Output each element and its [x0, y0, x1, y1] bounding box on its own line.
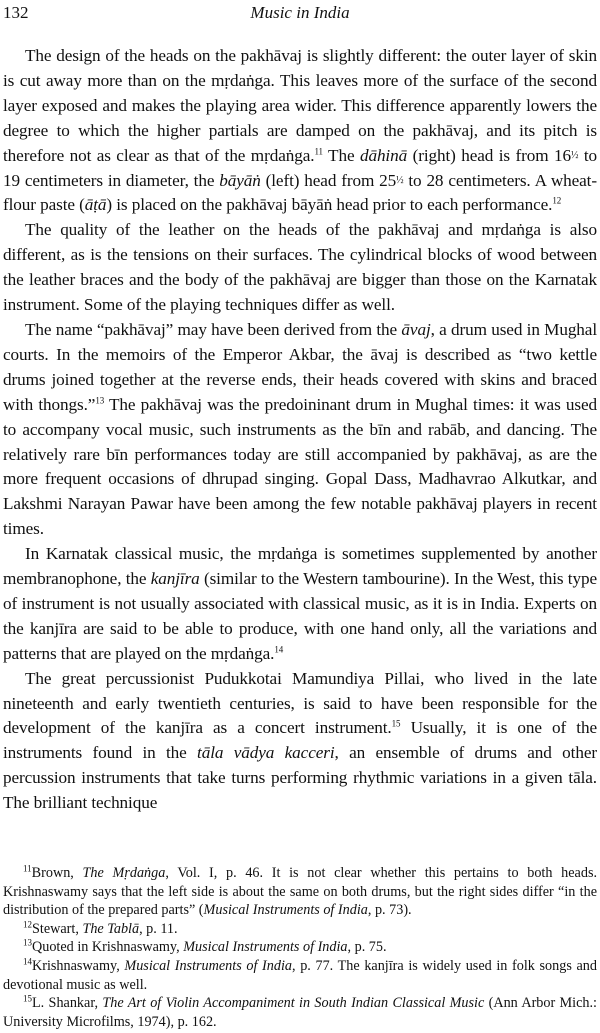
text-run: to 28 centimeters. A wheat-flour paste (	[3, 170, 597, 215]
italic-text: The Art of Violin Accompaniment in South Indian Classical Music	[102, 995, 485, 1012]
note-ref: 11	[23, 863, 32, 874]
note-ref: 15	[391, 718, 401, 729]
fraction: ½	[570, 149, 579, 161]
running-title: Music in India	[250, 3, 350, 22]
text-run: L. Shankar,	[32, 995, 103, 1012]
italic-text: Musical Instruments of India	[124, 957, 293, 974]
note-ref: 13	[95, 394, 105, 405]
italic-text: Musical Instruments of India	[183, 939, 348, 956]
paragraph	[3, 667, 597, 816]
italic-text: dāhinā	[359, 145, 408, 165]
text-run: (right) head is from 16	[407, 145, 571, 165]
text-run: (Ann Arbor Mich.: University Microfilms, 1974), p. 162.	[3, 995, 597, 1030]
text-run: The great percussionist Pudukkotai Mamundiya Pillai, who lived in the late nineteenth and early twentieth centuries, is said to have been responsible for the development of the kanjīra as a concert instrument.	[3, 668, 597, 738]
text-run: , Vol. I, p. 46. It is not clear whether this pertains to both heads. Krishnaswamy says that the left side is about the same on both drums, but the right sides differ “in the distribution of the prepared parts” (	[3, 865, 598, 919]
footnote	[3, 864, 597, 920]
note-ref: 13	[23, 937, 32, 948]
text-run: , p. 73).	[367, 902, 412, 919]
italic-text: bāyāṅ	[219, 170, 261, 190]
text-run: , p. 11.	[139, 920, 178, 937]
paragraph	[3, 318, 597, 542]
note-ref: 12	[552, 195, 562, 206]
text-run: (left) head from 25	[260, 170, 397, 190]
text-run: The quality of the leather on the heads of the pakhāvaj and mṛdaṅga is also different, as is the tensions on their surfaces. The cylindrical blocks of wood between the leather braces and the body of the pakhāvaj are bigger than those on the Karnatak instrument. Some of the playing techniques differ as well.	[3, 220, 597, 315]
text-run: , p. 77. The kanjīra is widely used in folk songs and devotional music as well.	[3, 957, 597, 993]
footnote	[3, 957, 597, 994]
text-run: The design of the heads on the pakhāvaj is slightly different: the outer layer of skin is cut away more than on the mṛdaṅga. This leaves more of the surface of the second layer exposed and makes the playing area wider. This difference apparently lowers the degree to which the higher partials are damped on the pakhāvaj, and its pitch is therefore not as clear as that of the mṛdaṅga.	[3, 46, 597, 165]
page-number: 132	[3, 3, 29, 22]
footnote	[3, 920, 597, 939]
paragraph	[3, 542, 597, 667]
note-ref: 12	[23, 919, 32, 930]
footnote	[3, 994, 597, 1031]
footnotes	[3, 864, 597, 1031]
italic-text: Musical Instruments of India	[203, 902, 368, 919]
text-run: Stewart,	[32, 920, 83, 937]
italic-text: kanjīra	[150, 569, 200, 589]
text-run: Usually, it is one of the instruments found in the	[3, 718, 597, 763]
text-run: , p. 75.	[347, 939, 387, 956]
note-ref: 14	[23, 956, 32, 967]
paragraph	[3, 44, 597, 218]
italic-text: The Tablā	[82, 920, 140, 937]
footnote	[3, 938, 597, 957]
page-header	[3, 0, 597, 26]
italic-text: tāla vādya kacceri	[197, 743, 335, 763]
note-ref: 14	[274, 644, 284, 655]
text-run: Brown,	[31, 865, 83, 881]
text-run: ) is placed on the pakhāvaj bāyāṅ head prior to each performance.	[106, 195, 553, 215]
text-run: Quoted in Krishnaswamy,	[32, 939, 184, 956]
text-run: The	[322, 145, 360, 165]
paragraph	[3, 218, 597, 318]
text-run: , an ensemble of drums and other percussion instruments that take turns performing rhythmic variations in a given tāla. The brilliant technique	[3, 743, 597, 813]
text-run: Krishnaswamy,	[32, 957, 125, 974]
body-text	[3, 44, 597, 816]
italic-text: āṭā	[84, 195, 107, 215]
text-run: The pakhāvaj was the predoininant drum in Mughal times: it was used to accompany vocal music, such instruments as the bīn and rabāb, and dancing. The relatively rare bīn performances today are still accompanied by pakhāvaj, as are the more frequent occasions of dhrupad singing. Gopal Dass, Madhavrao Alkutkar, and Lakshmi Narayan Pawar have been among the few notable pakhāvaj players in recent times.	[3, 394, 597, 539]
fraction: ½	[396, 174, 404, 186]
text-run: In Karnatak classical music, the mṛdaṅga is sometimes supplemented by another membranophone, the	[3, 544, 597, 589]
italic-text: āvaj	[401, 319, 431, 339]
text-run: to 19 centimeters in diameter, the	[3, 145, 597, 190]
text-run: , a drum used in Mughal courts. In the memoirs of the Emperor Akbar, the āvaj is described as “two kettle drums joined together at the reverse ends, their heads covered with skins and braced with thongs.”	[3, 319, 598, 414]
text-run: (similar to the Western tambourine). In the West, this type of instrument is not usually associated with classical music, as it is in India. Experts on the kanjīra are said to be able to produce, with one hand only, all the variations and patterns that are played on the mṛdaṅga.	[3, 569, 597, 663]
note-ref: 15	[23, 993, 32, 1004]
text-run: The name “pakhāvaj” may have been derived from the	[25, 319, 402, 339]
italic-text: The Mṛdaṅga	[82, 865, 166, 881]
note-ref: 11	[314, 145, 323, 156]
